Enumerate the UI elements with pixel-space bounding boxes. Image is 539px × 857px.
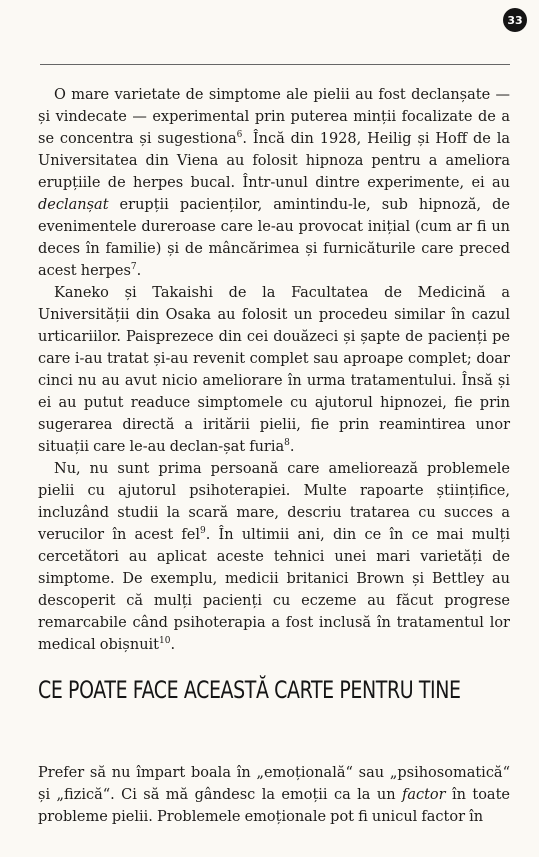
paragraph-1 [38,84,510,282]
section-paragraph-text-1: Prefer să nu împart boala în „emoțională“ sau „psihosomatică“ și „fizică“. Ci să mă gândesc la emoții ca la un [38,765,510,803]
page-number: 33 [507,13,523,27]
emphasis-declansat: declanșat [38,197,109,213]
paragraph-2-text-1: Kaneko și Takaishi de la Facultatea de Medicină a Universității din Osaka au folosit un procedeu similar în cazul urticariilor. Paisprezece din cei douăzeci și șapte de pacienți pe care i-au tratat și-au revenit complet sau aproape complet; doar cinci nu au avut nicio ameliorare în urma tratamentului. Însă și ei au putut readuce simptomele cu ajutorul hipnozei, fie prin sugerarea directă a iritării pielii, fie prin reamintirea unor situații care le-au declan-șat furia [38,285,510,455]
header-rule [40,64,510,65]
paragraph-1-text-1: O mare varietate de simptome ale pielii au fost declanșate — și vindecate — experimental prin puterea minții focalizate de a se concentra și sugestiona [38,87,510,147]
footnote-ref-9: 9 [199,526,206,537]
paragraph-3 [38,458,510,656]
section-paragraph-text-2: în toate probleme pielii. Problemele emoționale pot fi unicul factor în [38,787,510,825]
paragraph-3-text-2: . În ultimii ani, din ce în ce mai mulți cercetători au aplicat aceste tehnici unei mari varietăți de simptome. De exemplu, medicii britanici Brown și Bettley au descoperit că mulți pacienți cu eczeme au făcut progrese remarcabile când psihoterapia a fost inclusă în tratamentul lor medical obișnuit [38,527,510,653]
paragraph-1-text-4: . [136,263,142,279]
page-number-badge [503,8,527,32]
paragraph-3-text-1: Nu, nu sunt prima persoană care ameliorează problemele pielii cu ajutorul psihoterapiei. Multe rapoarte științifice, incluzând studii la scară mare, descriu tratarea cu succes a verucilor în acest fel [38,461,510,543]
footnote-ref-6: 6 [236,130,243,141]
footnote-ref-10: 10 [159,636,171,647]
paragraph-1-text-2: . Încă din 1928, Heilig și Hoff de la Universitatea din Viena au folosit hipnoza pentru a ameliora erupțiile de herpes bucal. Într-unul dintre experimente, ei au [38,131,510,191]
footnote-ref-8: 8 [284,438,290,449]
paragraph-2-text-2: . [289,439,295,455]
section-heading: CE POATE FACE ACEASTĂ CARTE PENTRU TINE [38,676,461,704]
emphasis-factor: factor [401,787,446,803]
paragraph-2 [38,282,510,458]
footnote-ref-7: 7 [130,262,137,273]
section-body-text [38,762,510,828]
paragraph-3-text-3: . [170,637,176,653]
section-paragraph [38,762,510,828]
body-text [38,84,510,656]
paragraph-1-text-3: erupții pacienților, amintindu-le, sub hipnoză, de evenimentele dureroase care le-au provocat inițial (cum ar fi un deces în familie) și de mâncărimea și furnicăturile care preced acest herpes [38,197,510,279]
